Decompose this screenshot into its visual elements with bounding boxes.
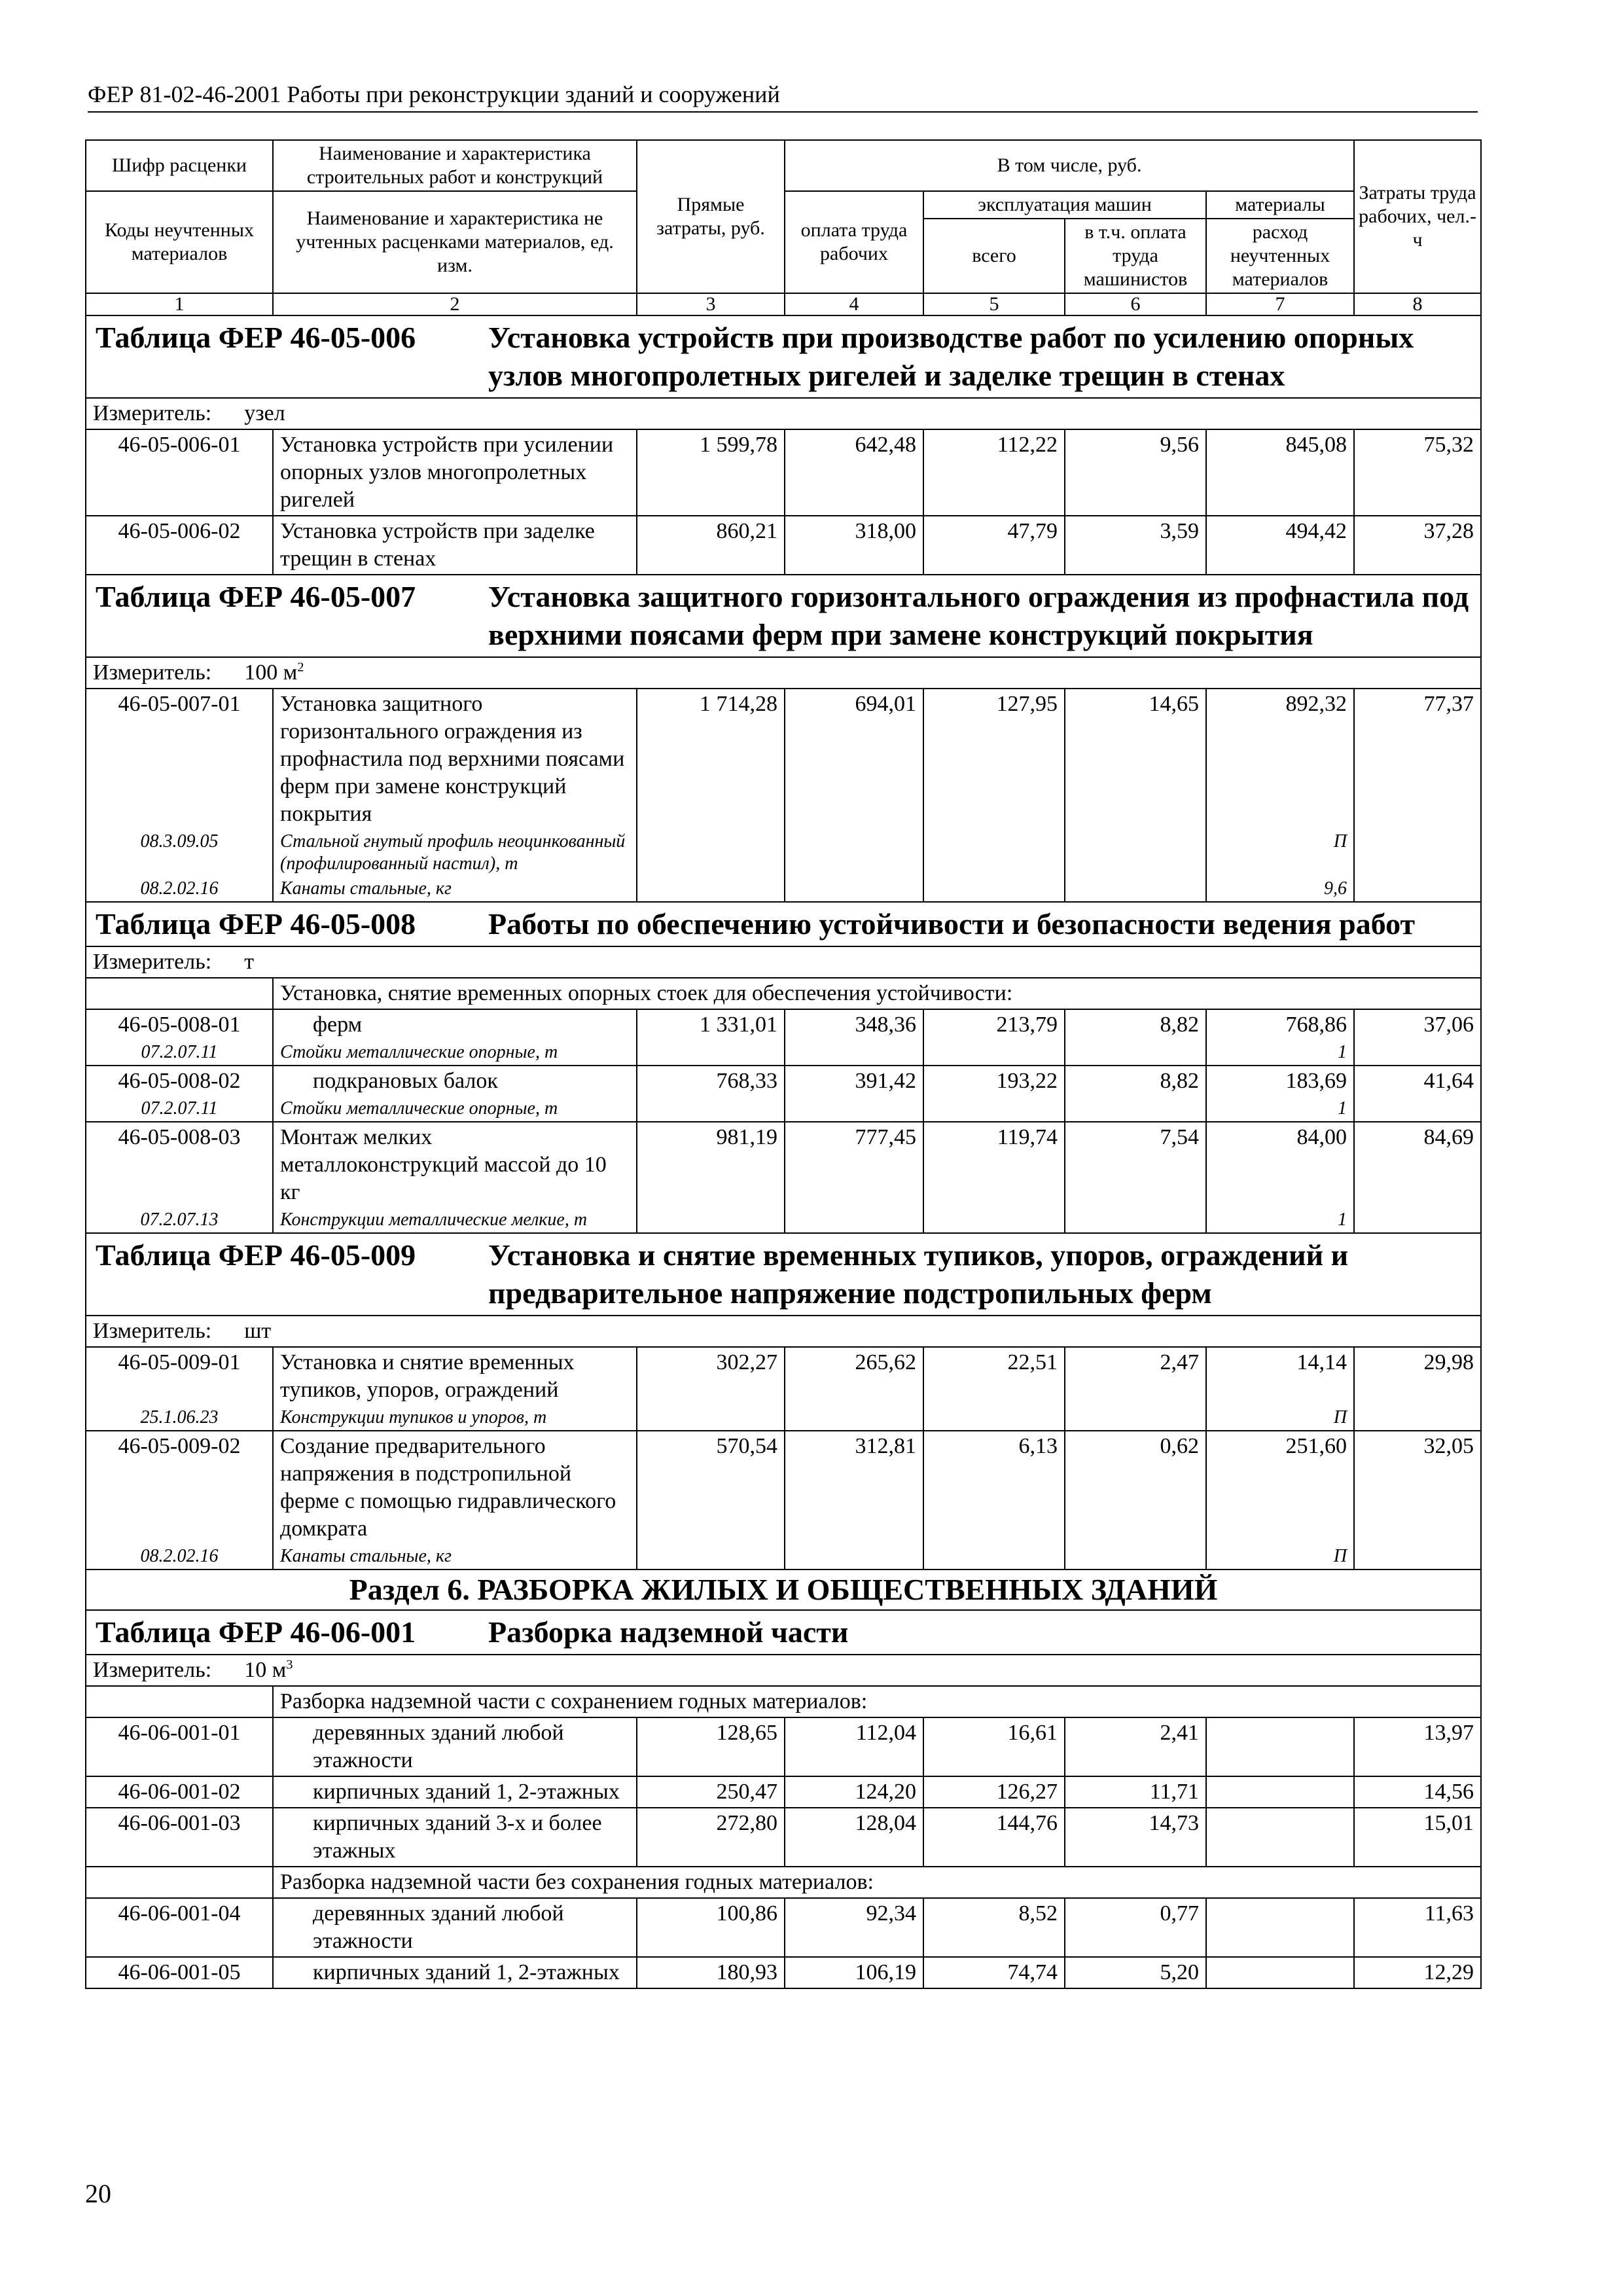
measure-row bbox=[86, 657, 1481, 689]
measure-label: Измеритель: bbox=[93, 660, 212, 685]
measure-value: узел bbox=[244, 401, 285, 425]
col-header-name: Наименование и характеристика строительных работ и конструкций bbox=[273, 140, 637, 191]
machinist-wage: 8,82 bbox=[1065, 1009, 1206, 1040]
table-title-row bbox=[86, 902, 1481, 946]
rate-code: 46-06-001-01 bbox=[86, 1717, 273, 1776]
material-code: 07.2.07.11 bbox=[86, 1040, 273, 1066]
machinist-wage: 7,54 bbox=[1065, 1122, 1206, 1208]
measure-row bbox=[86, 1316, 1481, 1347]
machine-cost: 16,61 bbox=[923, 1717, 1065, 1776]
machinist-wage: 0,77 bbox=[1065, 1898, 1206, 1957]
table-title-row bbox=[86, 1610, 1481, 1655]
material-cost: 494,42 bbox=[1206, 516, 1354, 575]
machinist-wage: 3,59 bbox=[1065, 516, 1206, 575]
wage-cost: 348,36 bbox=[785, 1009, 923, 1040]
labor-cost: 37,28 bbox=[1354, 516, 1481, 575]
wage-cost: 391,42 bbox=[785, 1066, 923, 1096]
table-name: Установка защитного горизонтального ограждения из профнастила под верхними поясами ферм при замене конструкций покрытия bbox=[488, 580, 1469, 651]
price-table bbox=[85, 139, 1482, 1989]
direct-cost: 860,21 bbox=[637, 516, 785, 575]
direct-cost: 302,27 bbox=[637, 1347, 785, 1405]
machine-cost: 144,76 bbox=[923, 1808, 1065, 1867]
rate-code: 46-05-006-02 bbox=[86, 516, 273, 575]
rate-code: 46-06-001-03 bbox=[86, 1808, 273, 1867]
measure-label: Измеритель: bbox=[93, 1658, 212, 1682]
table-row bbox=[86, 1066, 1481, 1096]
table-row bbox=[86, 1808, 1481, 1867]
material-qty: 1 bbox=[1206, 1208, 1354, 1233]
material-cost: 84,00 bbox=[1206, 1122, 1354, 1208]
table-title-row bbox=[86, 575, 1481, 657]
material-qty: П bbox=[1206, 829, 1354, 876]
material-qty: П bbox=[1206, 1544, 1354, 1570]
table-row bbox=[86, 516, 1481, 575]
direct-cost: 250,47 bbox=[637, 1776, 785, 1808]
col-number: 5 bbox=[923, 293, 1065, 315]
table-header-row-1 bbox=[86, 140, 1481, 191]
material-cost: 768,86 bbox=[1206, 1009, 1354, 1040]
col-number: 6 bbox=[1065, 293, 1206, 315]
rate-code: 46-06-001-02 bbox=[86, 1776, 273, 1808]
machinist-wage: 2,47 bbox=[1065, 1347, 1206, 1405]
material-name: Конструкции тупиков и упоров, т bbox=[273, 1405, 637, 1431]
machine-cost: 47,79 bbox=[923, 516, 1065, 575]
machine-cost: 6,13 bbox=[923, 1431, 1065, 1544]
material-cost: 251,60 bbox=[1206, 1431, 1354, 1544]
measure-label: Измеритель: bbox=[93, 401, 212, 425]
col-number: 1 bbox=[86, 293, 273, 315]
measure-unit-exponent: 2 bbox=[297, 660, 304, 675]
material-qty: П bbox=[1206, 1405, 1354, 1431]
labor-cost: 84,69 bbox=[1354, 1122, 1481, 1208]
material-code: 25.1.06.23 bbox=[86, 1405, 273, 1431]
labor-cost: 14,56 bbox=[1354, 1776, 1481, 1808]
material-qty: 9,6 bbox=[1206, 876, 1354, 902]
rate-name: Установка устройств при заделке трещин в стенах bbox=[273, 516, 637, 575]
measure-row bbox=[86, 946, 1481, 978]
wage-cost: 318,00 bbox=[785, 516, 923, 575]
table-name: Разборка надземной части bbox=[488, 1615, 849, 1649]
rate-code: 46-05-008-01 bbox=[86, 1009, 273, 1040]
material-name: Стойки металлические опорные, т bbox=[273, 1096, 637, 1122]
measure-value: шт bbox=[244, 1319, 272, 1343]
rate-code: 46-05-009-02 bbox=[86, 1431, 273, 1544]
machine-cost: 213,79 bbox=[923, 1009, 1065, 1040]
labor-cost: 75,32 bbox=[1354, 429, 1481, 516]
rate-name: ферм bbox=[273, 1009, 637, 1040]
wage-cost: 777,45 bbox=[785, 1122, 923, 1208]
material-cost bbox=[1206, 1717, 1354, 1776]
rate-name: Установка и снятие временных тупиков, упоров, ограждений bbox=[273, 1347, 637, 1405]
measure-value: т bbox=[244, 950, 255, 974]
labor-cost: 11,63 bbox=[1354, 1898, 1481, 1957]
wage-cost: 112,04 bbox=[785, 1717, 923, 1776]
direct-cost: 100,86 bbox=[637, 1898, 785, 1957]
labor-cost: 15,01 bbox=[1354, 1808, 1481, 1867]
direct-cost: 1 599,78 bbox=[637, 429, 785, 516]
page-header-title: ФЕР 81-02-46-2001 Работы при реконструкции зданий и сооружений bbox=[88, 77, 1478, 113]
rate-name: деревянных зданий любой этажности bbox=[273, 1898, 637, 1957]
wage-cost: 128,04 bbox=[785, 1808, 923, 1867]
measure-row bbox=[86, 398, 1481, 429]
material-cost bbox=[1206, 1776, 1354, 1808]
labor-cost: 13,97 bbox=[1354, 1717, 1481, 1776]
labor-cost: 12,29 bbox=[1354, 1957, 1481, 1988]
machinist-wage: 14,65 bbox=[1065, 689, 1206, 829]
table-row bbox=[86, 1898, 1481, 1957]
direct-cost: 1 714,28 bbox=[637, 689, 785, 829]
machinist-wage: 0,62 bbox=[1065, 1431, 1206, 1544]
table-name: Работы по обеспечению устойчивости и безопасности ведения работ bbox=[488, 907, 1416, 941]
rate-code: 46-06-001-04 bbox=[86, 1898, 273, 1957]
material-row bbox=[86, 876, 1481, 902]
material-cost: 845,08 bbox=[1206, 429, 1354, 516]
measure-unit-exponent: 3 bbox=[286, 1657, 293, 1672]
machine-cost: 74,74 bbox=[923, 1957, 1065, 1988]
col-number: 2 bbox=[273, 293, 637, 315]
table-row bbox=[86, 1122, 1481, 1208]
material-row bbox=[86, 1405, 1481, 1431]
group-title: Разборка надземной части без сохранения годных материалов: bbox=[273, 1867, 1481, 1898]
col-header-machinist-wages: в т.ч. оплата труда машинистов bbox=[1065, 219, 1206, 293]
col-number: 4 bbox=[785, 293, 923, 315]
direct-cost: 128,65 bbox=[637, 1717, 785, 1776]
col-number: 8 bbox=[1354, 293, 1481, 315]
material-name: Канаты стальные, кг bbox=[273, 1544, 637, 1570]
wage-cost: 265,62 bbox=[785, 1347, 923, 1405]
material-qty: 1 bbox=[1206, 1040, 1354, 1066]
section-row bbox=[86, 1570, 1481, 1610]
table-row bbox=[86, 1957, 1481, 1988]
table-code: Таблица ФЕР 46-06-001 bbox=[96, 1615, 416, 1649]
col-header-wages: оплата труда рабочих bbox=[785, 191, 923, 293]
machinist-wage: 11,71 bbox=[1065, 1776, 1206, 1808]
page-number: 20 bbox=[85, 2179, 111, 2208]
labor-cost: 29,98 bbox=[1354, 1347, 1481, 1405]
machine-cost: 126,27 bbox=[923, 1776, 1065, 1808]
table-row bbox=[86, 1347, 1481, 1405]
section-title: Раздел 6. РАЗБОРКА ЖИЛЫХ И ОБЩЕСТВЕННЫХ ЗДАНИЙ bbox=[86, 1570, 1481, 1610]
machine-cost: 193,22 bbox=[923, 1066, 1065, 1096]
machinist-wage: 9,56 bbox=[1065, 429, 1206, 516]
material-code: 08.2.02.16 bbox=[86, 1544, 273, 1570]
direct-cost: 981,19 bbox=[637, 1122, 785, 1208]
material-cost bbox=[1206, 1957, 1354, 1988]
wage-cost: 694,01 bbox=[785, 689, 923, 829]
wage-cost: 642,48 bbox=[785, 429, 923, 516]
measure-value: 100 м bbox=[244, 660, 298, 685]
col-header-direct-costs: Прямые затраты, руб. bbox=[637, 140, 785, 293]
machine-cost: 119,74 bbox=[923, 1122, 1065, 1208]
table-row bbox=[86, 1009, 1481, 1040]
table-title-row bbox=[86, 1233, 1481, 1316]
material-cost: 183,69 bbox=[1206, 1066, 1354, 1096]
material-qty: 1 bbox=[1206, 1096, 1354, 1122]
material-code: 07.2.07.11 bbox=[86, 1096, 273, 1122]
col-header-materials: материалы bbox=[1206, 191, 1354, 219]
material-row bbox=[86, 1544, 1481, 1570]
material-code: 07.2.07.13 bbox=[86, 1208, 273, 1233]
rate-name: кирпичных зданий 3-х и более этажных bbox=[273, 1808, 637, 1867]
column-numbers-row bbox=[86, 293, 1481, 315]
machinist-wage: 8,82 bbox=[1065, 1066, 1206, 1096]
rate-code: 46-05-008-02 bbox=[86, 1066, 273, 1096]
col-header-labor: Затраты труда рабочих, чел.-ч bbox=[1354, 140, 1481, 293]
table-code: Таблица ФЕР 46-05-006 bbox=[96, 321, 416, 354]
rate-name: кирпичных зданий 1, 2-этажных bbox=[273, 1957, 637, 1988]
labor-cost: 37,06 bbox=[1354, 1009, 1481, 1040]
rate-name: Создание предварительного напряжения в подстропильной ферме с помощью гидравлического домкрата bbox=[273, 1431, 637, 1544]
material-cost: 892,32 bbox=[1206, 689, 1354, 829]
rate-code: 46-06-001-05 bbox=[86, 1957, 273, 1988]
col-number: 3 bbox=[637, 293, 785, 315]
col-header-unaccounted-materials: расход неучтенных материалов bbox=[1206, 219, 1354, 293]
material-code: 08.3.09.05 bbox=[86, 829, 273, 876]
table-row bbox=[86, 1431, 1481, 1544]
wage-cost: 92,34 bbox=[785, 1898, 923, 1957]
direct-cost: 180,93 bbox=[637, 1957, 785, 1988]
table-title-row bbox=[86, 315, 1481, 398]
material-cost bbox=[1206, 1898, 1354, 1957]
direct-cost: 570,54 bbox=[637, 1431, 785, 1544]
direct-cost: 1 331,01 bbox=[637, 1009, 785, 1040]
machine-cost: 127,95 bbox=[923, 689, 1065, 829]
col-header-material-names: Наименование и характеристика не учтенных расценками материалов, ед. изм. bbox=[273, 191, 637, 293]
measure-label: Измеритель: bbox=[93, 1319, 212, 1343]
material-cost bbox=[1206, 1808, 1354, 1867]
rate-name: подкрановых балок bbox=[273, 1066, 637, 1096]
rate-name: Установка защитного горизонтального ограждения из профнастила под верхними поясами ферм при замене конструкций покрытия bbox=[273, 689, 637, 829]
material-cost: 14,14 bbox=[1206, 1347, 1354, 1405]
table-row bbox=[86, 1776, 1481, 1808]
group-row bbox=[86, 978, 1481, 1009]
rate-code: 46-05-009-01 bbox=[86, 1347, 273, 1405]
col-header-machines-total: всего bbox=[923, 219, 1065, 293]
material-row bbox=[86, 1040, 1481, 1066]
measure-row bbox=[86, 1655, 1481, 1686]
rate-code: 46-05-007-01 bbox=[86, 689, 273, 829]
table-code: Таблица ФЕР 46-05-009 bbox=[96, 1238, 416, 1272]
material-row bbox=[86, 1208, 1481, 1233]
machinist-wage: 5,20 bbox=[1065, 1957, 1206, 1988]
machine-cost: 8,52 bbox=[923, 1898, 1065, 1957]
table-name: Установка устройств при производстве работ по усилению опорных узлов многопролетных ригелей и заделке трещин в стенах bbox=[488, 321, 1414, 392]
machinist-wage: 14,73 bbox=[1065, 1808, 1206, 1867]
group-title: Установка, снятие временных опорных стоек для обеспечения устойчивости: bbox=[273, 978, 1481, 1009]
rate-name: Установка устройств при усилении опорных узлов многопролетных ригелей bbox=[273, 429, 637, 516]
material-name: Стойки металлические опорные, т bbox=[273, 1040, 637, 1066]
rate-name: деревянных зданий любой этажности bbox=[273, 1717, 637, 1776]
group-row bbox=[86, 1686, 1481, 1717]
group-title: Разборка надземной части с сохранением годных материалов: bbox=[273, 1686, 1481, 1717]
rate-name: Монтаж мелких металлоконструкций массой до 10 кг bbox=[273, 1122, 637, 1208]
labor-cost: 77,37 bbox=[1354, 689, 1481, 829]
wage-cost: 106,19 bbox=[785, 1957, 923, 1988]
table-code: Таблица ФЕР 46-05-007 bbox=[96, 580, 416, 613]
rate-code: 46-05-008-03 bbox=[86, 1122, 273, 1208]
material-row bbox=[86, 829, 1481, 876]
rate-code: 46-05-006-01 bbox=[86, 429, 273, 516]
wage-cost: 124,20 bbox=[785, 1776, 923, 1808]
material-code: 08.2.02.16 bbox=[86, 876, 273, 902]
labor-cost: 41,64 bbox=[1354, 1066, 1481, 1096]
measure-label: Измеритель: bbox=[93, 950, 212, 974]
table-row bbox=[86, 1717, 1481, 1776]
col-header-code: Шифр расценки bbox=[86, 140, 273, 191]
measure-value: 10 м bbox=[244, 1658, 287, 1682]
material-name: Конструкции металлические мелкие, т bbox=[273, 1208, 637, 1233]
rate-name: кирпичных зданий 1, 2-этажных bbox=[273, 1776, 637, 1808]
col-number: 7 bbox=[1206, 293, 1354, 315]
machine-cost: 112,22 bbox=[923, 429, 1065, 516]
material-row bbox=[86, 1096, 1481, 1122]
col-header-material-codes: Коды неучтенных материалов bbox=[86, 191, 273, 293]
col-header-machines: эксплуатация машин bbox=[923, 191, 1206, 219]
machine-cost: 22,51 bbox=[923, 1347, 1065, 1405]
table-row bbox=[86, 689, 1481, 829]
table-row bbox=[86, 429, 1481, 516]
material-name: Стальной гнутый профиль неоцинкованный (профилированный настил), т bbox=[273, 829, 637, 876]
wage-cost: 312,81 bbox=[785, 1431, 923, 1544]
col-header-including: В том числе, руб. bbox=[785, 140, 1354, 191]
group-row bbox=[86, 1867, 1481, 1898]
table-name: Установка и снятие временных тупиков, упоров, ограждений и предварительное напряжение подстропильных ферм bbox=[488, 1238, 1349, 1310]
machinist-wage: 2,41 bbox=[1065, 1717, 1206, 1776]
direct-cost: 768,33 bbox=[637, 1066, 785, 1096]
labor-cost: 32,05 bbox=[1354, 1431, 1481, 1544]
table-code: Таблица ФЕР 46-05-008 bbox=[96, 907, 416, 941]
direct-cost: 272,80 bbox=[637, 1808, 785, 1867]
material-name: Канаты стальные, кг bbox=[273, 876, 637, 902]
